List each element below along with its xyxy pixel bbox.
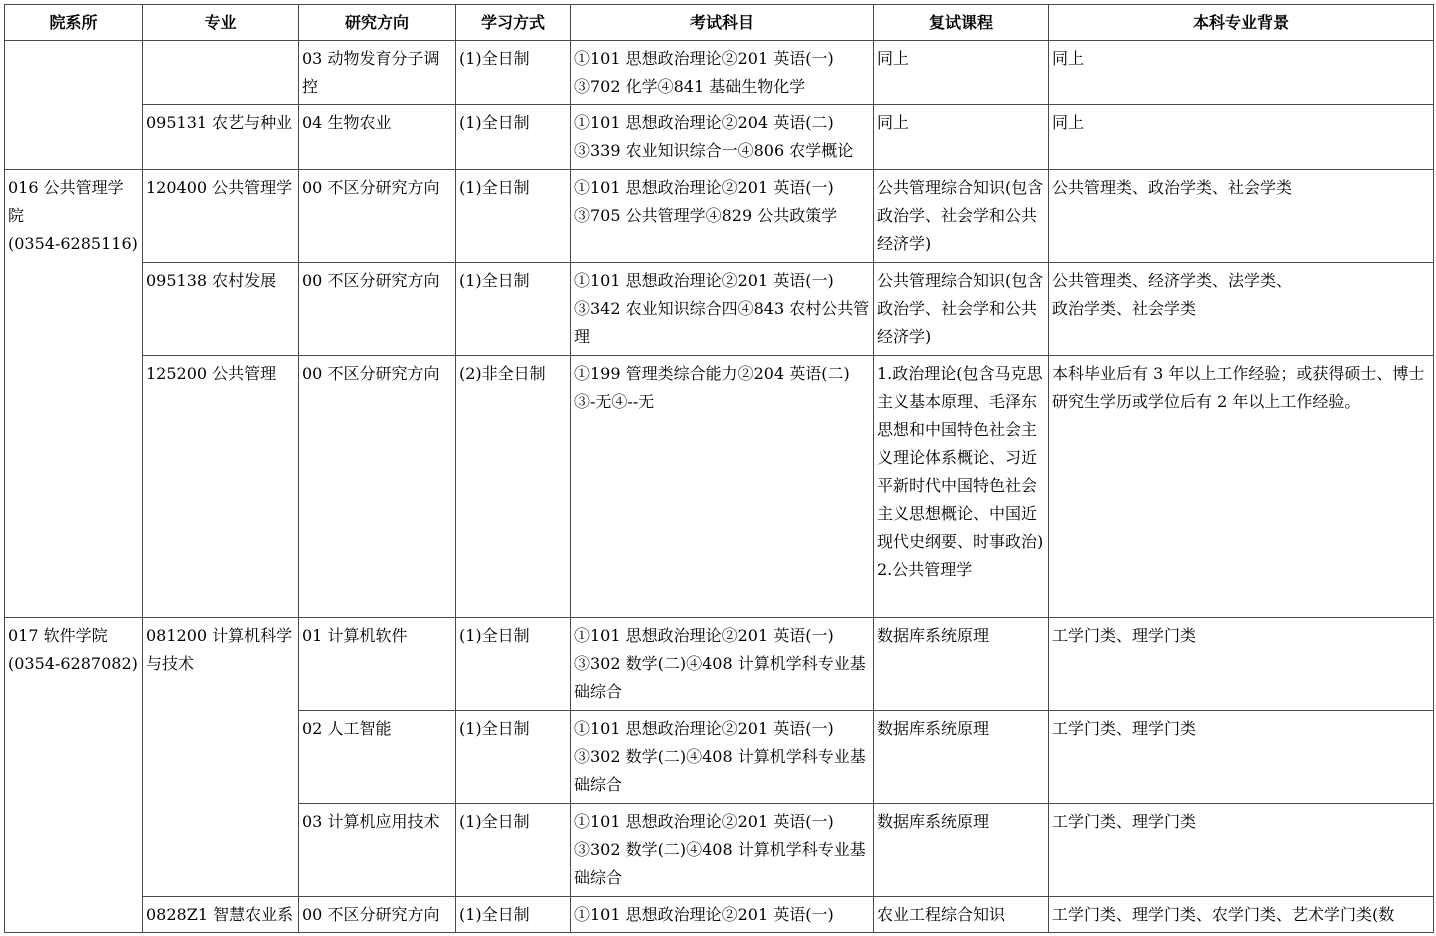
table-row xyxy=(5,356,1434,618)
mode-cell: (1)全日制 xyxy=(456,41,571,105)
dept-cell-empty xyxy=(5,41,143,170)
mode-cell: (1)全日制 xyxy=(456,170,571,263)
background-cell: 工学门类、理学门类 xyxy=(1049,618,1434,711)
major-cell: 095138 农村发展 xyxy=(143,263,299,356)
direction-cell: 01 计算机软件 xyxy=(299,618,456,711)
retest-cell: 公共管理综合知识(包含政治学、社会学和公共经济学) xyxy=(874,263,1049,356)
direction-cell: 02 人工智能 xyxy=(299,711,456,804)
dept-cell: 016 公共管理学院 (0354-6285116) xyxy=(5,170,143,618)
retest-cell: 数据库系统原理 xyxy=(874,618,1049,711)
mode-cell: (1)全日制 xyxy=(456,618,571,711)
direction-cell: 00 不区分研究方向 xyxy=(299,897,456,933)
background-cell: 工学门类、理学门类 xyxy=(1049,804,1434,897)
table-row xyxy=(5,170,1434,263)
background-cell: 公共管理类、经济学类、法学类、 政治学类、社会学类 xyxy=(1049,263,1434,356)
exam-cell: ①101 思想政治理论②201 英语(一) ③302 数学(二)④408 计算机学科专业基础综合 xyxy=(571,618,874,711)
major-cell: 120400 公共管理学 xyxy=(143,170,299,263)
direction-cell: 03 计算机应用技术 xyxy=(299,804,456,897)
exam-cell: ①101 思想政治理论②201 英语(一) ③302 数学(二)④408 计算机学科专业基础综合 xyxy=(571,711,874,804)
major-cell-empty xyxy=(143,41,299,105)
exam-cell: ①101 思想政治理论②201 英语(一) ③705 公共管理学④829 公共政策学 xyxy=(571,170,874,263)
exam-cell: ①199 管理类综合能力②204 英语(二) ③-无④--无 xyxy=(571,356,874,618)
exam-cell: ①101 思想政治理论②204 英语(二) ③339 农业知识综合一④806 农学概论 xyxy=(571,105,874,170)
mode-cell: (1)全日制 xyxy=(456,105,571,170)
background-cell: 公共管理类、政治学类、社会学类 xyxy=(1049,170,1434,263)
direction-cell: 00 不区分研究方向 xyxy=(299,356,456,618)
retest-cell: 同上 xyxy=(874,41,1049,105)
header-mode: 学习方式 xyxy=(456,5,571,41)
header-retest: 复试课程 xyxy=(874,5,1049,41)
retest-cell: 公共管理综合知识(包含政治学、社会学和公共经济学) xyxy=(874,170,1049,263)
table-row xyxy=(5,41,1434,105)
direction-cell: 00 不区分研究方向 xyxy=(299,170,456,263)
table-row xyxy=(5,618,1434,711)
background-cell: 同上 xyxy=(1049,41,1434,105)
exam-cell: ①101 思想政治理论②201 英语(一) ③342 农业知识综合四④843 农村公共管理 xyxy=(571,263,874,356)
mode-cell: (2)非全日制 xyxy=(456,356,571,618)
direction-cell: 04 生物农业 xyxy=(299,105,456,170)
retest-cell: 数据库系统原理 xyxy=(874,804,1049,897)
retest-cell: 1.政治理论(包含马克思主义基本原理、毛泽东思想和中国特色社会主义理论体系概论、习近平新时代中国特色社会主义思想概论、中国近现代史纲要、时事政治) 2.公共管理学 xyxy=(874,356,1049,618)
direction-cell: 03 动物发育分子调控 xyxy=(299,41,456,105)
header-major: 专业 xyxy=(143,5,299,41)
header-exam: 考试科目 xyxy=(571,5,874,41)
exam-cell: ①101 思想政治理论②201 英语(一) ③302 数学(二)④408 计算机学科专业基础综合 xyxy=(571,804,874,897)
admissions-table xyxy=(4,4,1434,933)
major-cell: 095131 农艺与种业 xyxy=(143,105,299,170)
header-dept: 院系所 xyxy=(5,5,143,41)
major-cell: 125200 公共管理 xyxy=(143,356,299,618)
major-cell: 081200 计算机科学与技术 xyxy=(143,618,299,897)
direction-cell: 00 不区分研究方向 xyxy=(299,263,456,356)
mode-cell: (1)全日制 xyxy=(456,711,571,804)
retest-cell: 农业工程综合知识 xyxy=(874,897,1049,933)
table-row xyxy=(5,263,1434,356)
background-cell: 工学门类、理学门类、农学门类、艺术学门类(数 xyxy=(1049,897,1434,933)
table-row xyxy=(5,897,1434,933)
table-row xyxy=(5,105,1434,170)
retest-cell: 数据库系统原理 xyxy=(874,711,1049,804)
header-direction: 研究方向 xyxy=(299,5,456,41)
header-background: 本科专业背景 xyxy=(1049,5,1434,41)
background-cell: 同上 xyxy=(1049,105,1434,170)
mode-cell: (1)全日制 xyxy=(456,263,571,356)
exam-cell: ①101 思想政治理论②201 英语(一) xyxy=(571,897,874,933)
background-cell: 工学门类、理学门类 xyxy=(1049,711,1434,804)
retest-cell: 同上 xyxy=(874,105,1049,170)
mode-cell: (1)全日制 xyxy=(456,897,571,933)
dept-cell: 017 软件学院 (0354-6287082) xyxy=(5,618,143,933)
header-row xyxy=(5,5,1434,41)
background-cell: 本科毕业后有 3 年以上工作经验；或获得硕士、博士研究生学历或学位后有 2 年以上工作经验。 xyxy=(1049,356,1434,618)
mode-cell: (1)全日制 xyxy=(456,804,571,897)
exam-cell: ①101 思想政治理论②201 英语(一) ③702 化学④841 基础生物化学 xyxy=(571,41,874,105)
major-cell: 0828Z1 智慧农业系 xyxy=(143,897,299,933)
